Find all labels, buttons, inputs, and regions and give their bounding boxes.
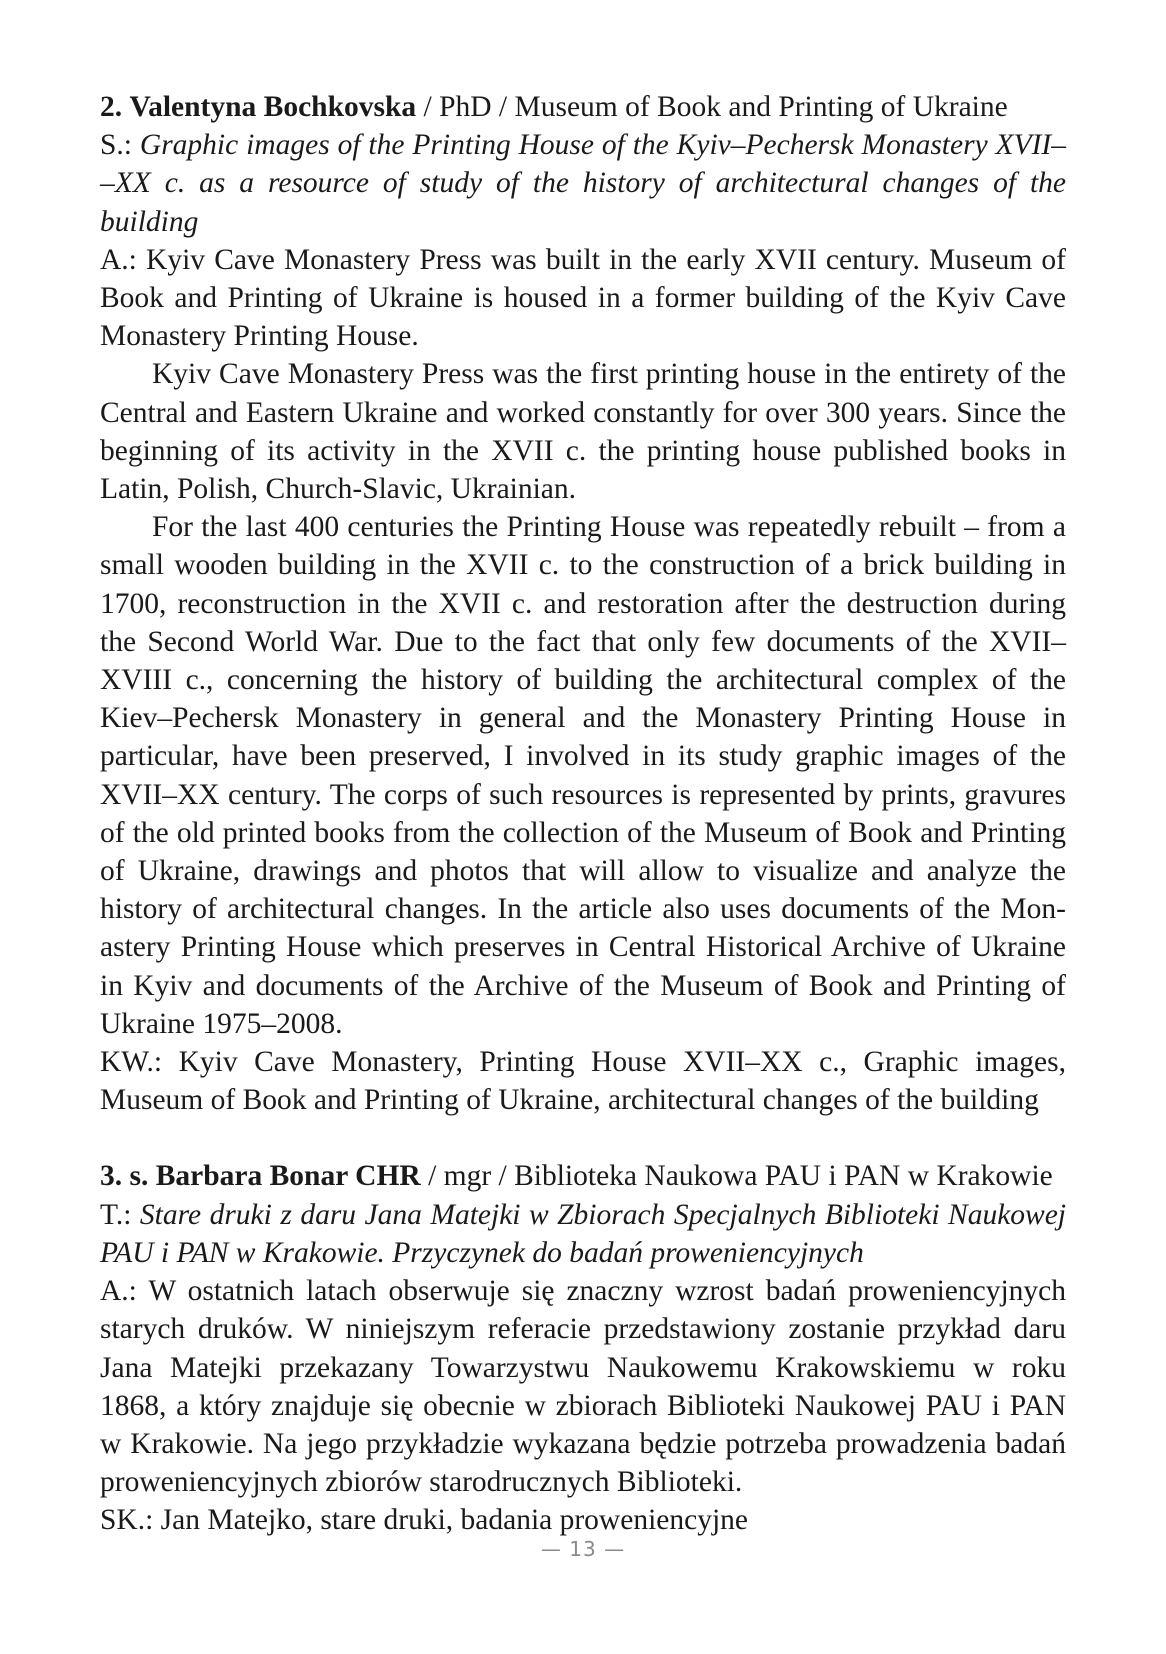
keywords	[100, 1043, 1066, 1119]
page-number: — 13 —	[540, 1537, 626, 1561]
entry-heading	[100, 88, 1066, 126]
title-text: Stare druki z daru Jana Matejki w Zbiorach Specjalnych Biblioteki Naukowej PAU i PAN w Krakowie. Przyczynek do badań proweniencyjnych	[100, 1198, 1067, 1269]
entry-heading	[100, 1157, 1066, 1195]
entry-affiliation: / PhD / Museum of Book and Printing of Ukraine	[423, 91, 1008, 123]
title-text: Graphic images of the Printing House of the Kyiv–Pechersk Monastery XVII–​–XX c. as a resource of study of the history of architectural changes of the building	[100, 129, 1066, 238]
abstract-prefix: A.:	[100, 1275, 137, 1308]
document-page	[100, 88, 1066, 1540]
entry-title	[100, 1196, 1066, 1272]
title-prefix: S.:	[100, 129, 132, 162]
abstract-paragraph: Kyiv Cave Monastery Press was the first printing house in the entirety of the Central and Eastern Ukraine and worked constantly for over 300 years. Since the beginning of its activity in the XVII c. the printing house published books in Latin, Polish, Church-Slavic, Ukrainian.	[100, 358, 1066, 506]
abstract-paragraph	[100, 1272, 1066, 1501]
keywords	[100, 1501, 1066, 1539]
entry-author: Valentyna Bochkovska	[129, 91, 417, 123]
entry-author: s. Barbara Bonar CHR	[129, 1160, 421, 1193]
keywords-text: Kyiv Cave Monastery, Printing House XVII–XX c., Graphic images, Museum of Book and Printing of Ukraine, architectural changes of the building	[100, 1046, 1066, 1117]
abstract-text: Kyiv Cave Monastery Press was built in the early XVII century. Museum of Book and Printing of Ukraine is housed in a former building of the Kyiv Cave Monastery Printing House.	[100, 243, 1067, 353]
entry-affiliation: / mgr / Biblioteka Naukowa PAU i PAN w Krakowie	[428, 1160, 1053, 1193]
abstract-paragraph	[100, 241, 1066, 356]
abstract-entry	[100, 88, 1066, 1119]
abstract-text: W ostatnich latach obserwuje się znaczny wzrost badań proweniencyjnych starych druków. W niniejszym referacie przedstawiony zostanie przykład daru Jana Matejki przekazany Towarzystwu Naukowemu Krakowskiemu w roku 1868, a który znajduje się obecnie w zbiorach Biblioteki Naukowej PAU i PAN w Krakowie. Na jego przykładzie wykazana będzie potrzeba prowadzenia badań proweniencyjnych zbiorów starodrucznych Biblioteki.	[100, 1275, 1066, 1499]
entry-title	[100, 126, 1066, 241]
keywords-prefix: KW.:	[100, 1046, 163, 1079]
abstract-prefix: A.:	[100, 243, 137, 276]
keywords-text: Jan Matejko, stare druki, badania proweniencyjne	[160, 1504, 749, 1537]
entry-number: 3.	[100, 1160, 123, 1193]
abstract-entry	[100, 1157, 1066, 1539]
title-prefix: T.:	[100, 1198, 132, 1231]
entry-spacer	[100, 1119, 1066, 1157]
keywords-prefix: SK.:	[100, 1504, 154, 1537]
abstract-paragraph: For the last 400 centuries the Printing House was repeatedly rebuilt – from a small wooden building in the XVII c. to the construction of a brick building in 1700, reconstruction in the XVII c. and restoration after the destruction during the Second World War. Due to the fact that only few documents of the XVII–XVIII c., concerning the history of building the architectural complex of the Kiev–Pechersk Monastery in general and the Monastery Printing House in particular, have been preserved, I involved in its study graphic images of the XVII–XX century. The corps of such resources is represented by prints, gravures of the old printed books from the collection of the Museum of Book and Printing of Ukraine, drawings and photos that will allow to visualize and analyze the history of architectural changes. In the article also uses documents of the Monastery Printing House which preserves in Central Historical Archive of Ukraine in Kyiv and documents of the Archive of the Museum of Book and Printing of Ukraine 1975–2008.	[100, 511, 1066, 1040]
entry-number: 2.	[100, 91, 123, 123]
